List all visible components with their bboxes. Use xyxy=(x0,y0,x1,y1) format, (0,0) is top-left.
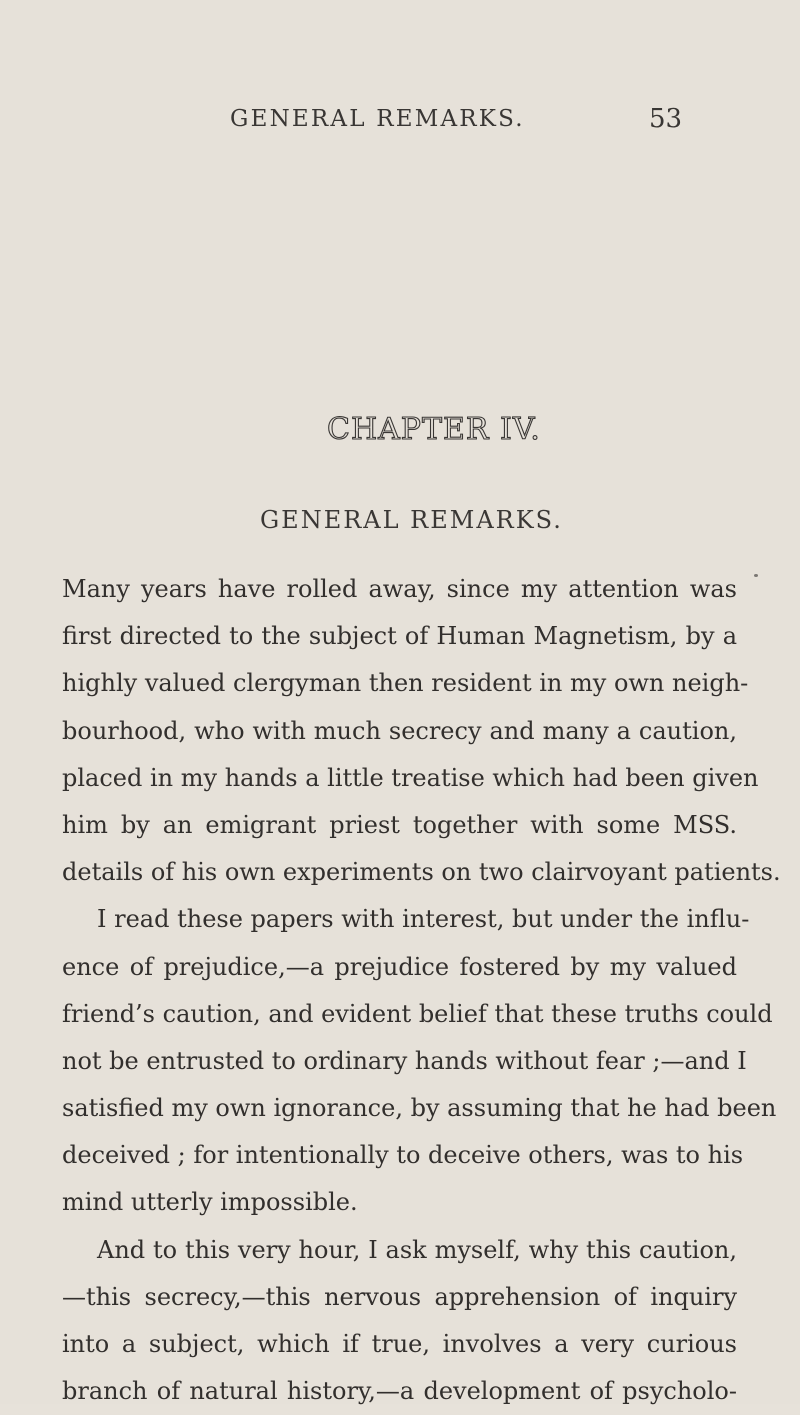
section-title: GENERAL REMARKS. xyxy=(260,506,563,534)
text-line: friend’s caution, and evident belief that these truths could xyxy=(62,999,773,1028)
text-line: satisfied my own ignorance, by assuming that he had been xyxy=(62,1094,777,1123)
text-line: first directed to the subject of Human Magnetism, by a xyxy=(62,622,737,651)
text-line: ence of prejudice,—a prejudice fostered by my valued xyxy=(62,952,737,981)
text-line: mind utterly impossible. xyxy=(62,1188,358,1217)
running-head: GENERAL REMARKS. xyxy=(230,106,525,132)
text-line: I read these papers with interest, but under the influ- xyxy=(97,905,750,934)
text-line: highly valued clergyman then resident in my own neigh- xyxy=(62,669,749,698)
body-text xyxy=(62,566,781,1415)
text-line: branch of natural history,—a development of psycholo- xyxy=(62,1377,737,1406)
text-line: not be entrusted to ordinary hands without fear ;—and I xyxy=(62,1046,747,1075)
text-line: And to this very hour, I ask myself, why this caution, xyxy=(97,1235,737,1264)
print-speck xyxy=(754,574,758,577)
text-line: him by an emigrant priest together with some MSS. xyxy=(62,810,737,839)
text-line: —this secrecy,—this nervous apprehension of inquiry xyxy=(62,1282,737,1311)
text-line: deceived ; for intentionally to deceive others, was to his xyxy=(62,1141,744,1170)
text-line: placed in my hands a little treatise which had been given xyxy=(62,763,759,792)
text-line: Many years have rolled away, since my attention was xyxy=(62,575,737,603)
page-number: 53 xyxy=(649,104,683,134)
text-line: into a subject, which if true, involves a very curious xyxy=(62,1330,737,1358)
text-line: bourhood, who with much secrecy and many a caution, xyxy=(62,716,737,745)
chapter-title: CHAPTER IV. xyxy=(327,412,541,447)
text-line: details of his own experiments on two clairvoyant patients. xyxy=(62,858,781,887)
